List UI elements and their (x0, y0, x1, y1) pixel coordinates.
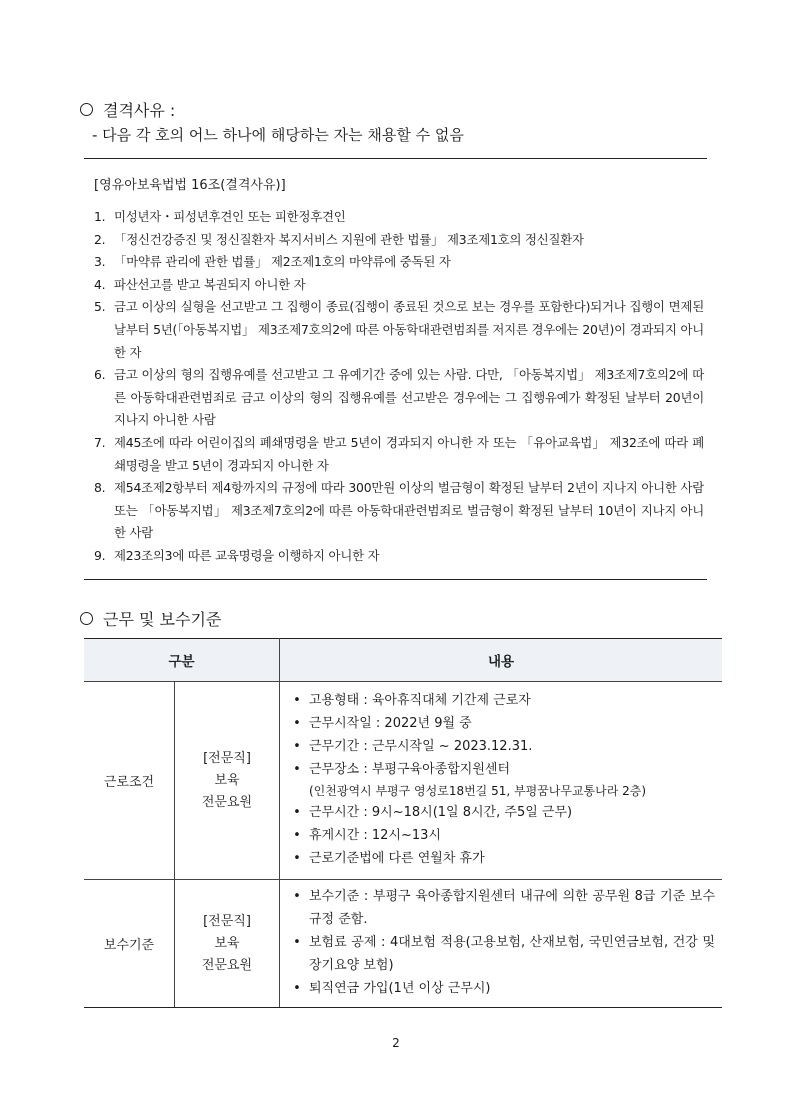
table-row (84, 880, 722, 1008)
list-item: 4. 파산선고를 받고 복권되지 아니한 자 (94, 276, 306, 292)
section-title: 근무 및 보수기준 (103, 610, 222, 629)
list-item: • 보험료 공제 : 4대보험 적용(고용보험, 산재보험, 국민연금보험, 건강 및 장기요양 보험) (293, 935, 715, 973)
table-header-row (84, 639, 722, 682)
row-role: [전문직] 보육 전문요원 (175, 880, 280, 1008)
address-line: (인천광역시 부평구 영성로18번길 51, 부평꿈나무교통나라 2층) (309, 784, 647, 798)
list-item: • 근무장소 : 부평구육아종합지원센터 (293, 762, 511, 777)
section-heading-conditions (80, 607, 221, 630)
list-item: 5. 금고 이상의 실형을 선고받고 그 집행이 종료(집행이 종료된 것으로 보는 경우를 포함한다)되거나 집행이 면제된 날부터 5년(「아동복지법」 제3조제7호의2에 따른 아동학대관련범죄를 저지른 경우에는 20년)이 경과되지 아니한 자 (94, 299, 704, 360)
conditions-table (84, 638, 722, 1008)
row-content (280, 880, 723, 1008)
table-row (84, 682, 722, 880)
section-note: - 다음 각 호의 어느 하나에 해당하는 자는 채용할 수 없음 (92, 126, 464, 144)
disqualification-list (94, 206, 704, 568)
divider-top (84, 158, 707, 159)
list-item: 1. 미성년자・피성년후견인 또는 피한정후견인 (94, 209, 346, 224)
header-category: 구분 (84, 639, 280, 682)
circle-icon (80, 612, 93, 625)
section-heading-disqualification (80, 98, 175, 121)
list-item: • 근로기준법에 다른 연월차 휴가 (293, 851, 485, 866)
list-item: • 고용형태 : 육아휴직대체 기간제 근로자 (293, 693, 531, 708)
divider-bottom (84, 579, 707, 580)
list-item: 6. 금고 이상의 형의 집행유예를 선고받고 그 유예기간 중에 있는 사람. 다만, 「아동복지법」 제3조제7호의2에 따른 아동학대관련범죄로 금고 이상의 형의 집행유예를 선고받은 경우에는 그 집행유예가 확정된 날부터 20년이 지나지 아니한 사람 (94, 367, 704, 428)
list-item: • 보수기준 : 부평구 육아종합지원센터 내규에 의한 공무원 8급 기준 보수규정 준함. (293, 889, 715, 927)
list-item: 2. 「정신건강증진 및 정신질환자 복지서비스 지원에 관한 법률」 제3조제1호의 정신질환자 (94, 231, 584, 247)
list-item: 3. 「마약류 관리에 관한 법률」 제2조제1호의 마약류에 중독된 자 (94, 254, 451, 270)
header-content: 내용 (280, 639, 723, 682)
list-item: • 근무시작일 : 2022년 9월 중 (293, 716, 472, 731)
list-item: 8. 제54조제2항부터 제4항까지의 규정에 따라 300만원 이상의 벌금형이 확정된 날부터 2년이 지나지 아니한 사람 또는 「아동복지법」 제3조제7호의2에 따른 아동학대관련범죄로 벌금형이 확정된 날부터 10년이 지나지 아니한 사람 (94, 480, 704, 541)
page-number: 2 (392, 1036, 400, 1050)
list-item: • 근무시간 : 9시~18시(1일 8시간, 주5일 근무) (293, 805, 573, 820)
list-item: • 퇴직연금 가입(1년 이상 근무시) (293, 981, 491, 996)
section-title: 결격사유 : (103, 101, 176, 120)
list-item: • 휴게시간 : 12시~13시 (293, 828, 441, 843)
list-item: 7. 제45조에 따라 어린이집의 폐쇄명령을 받고 5년이 경과되지 아니한 자 또는 「유아교육법」 제32조에 따라 폐쇄명령을 받고 5년이 경과되지 아니한 자 (94, 434, 704, 473)
row-role: [전문직] 보육 전문요원 (175, 682, 280, 880)
row-content (280, 682, 723, 880)
circle-icon (80, 103, 93, 116)
list-item: 9. 제23조의3에 따른 교육명령을 이행하지 아니한 자 (94, 547, 380, 563)
law-title: [영유아보육법법 16조(결격사유)] (94, 178, 286, 193)
row-category: 보수기준 (84, 880, 175, 1008)
row-category: 근로조건 (84, 682, 175, 880)
list-item: • 근무기간 : 근무시작일 ~ 2023.12.31. (293, 739, 533, 754)
